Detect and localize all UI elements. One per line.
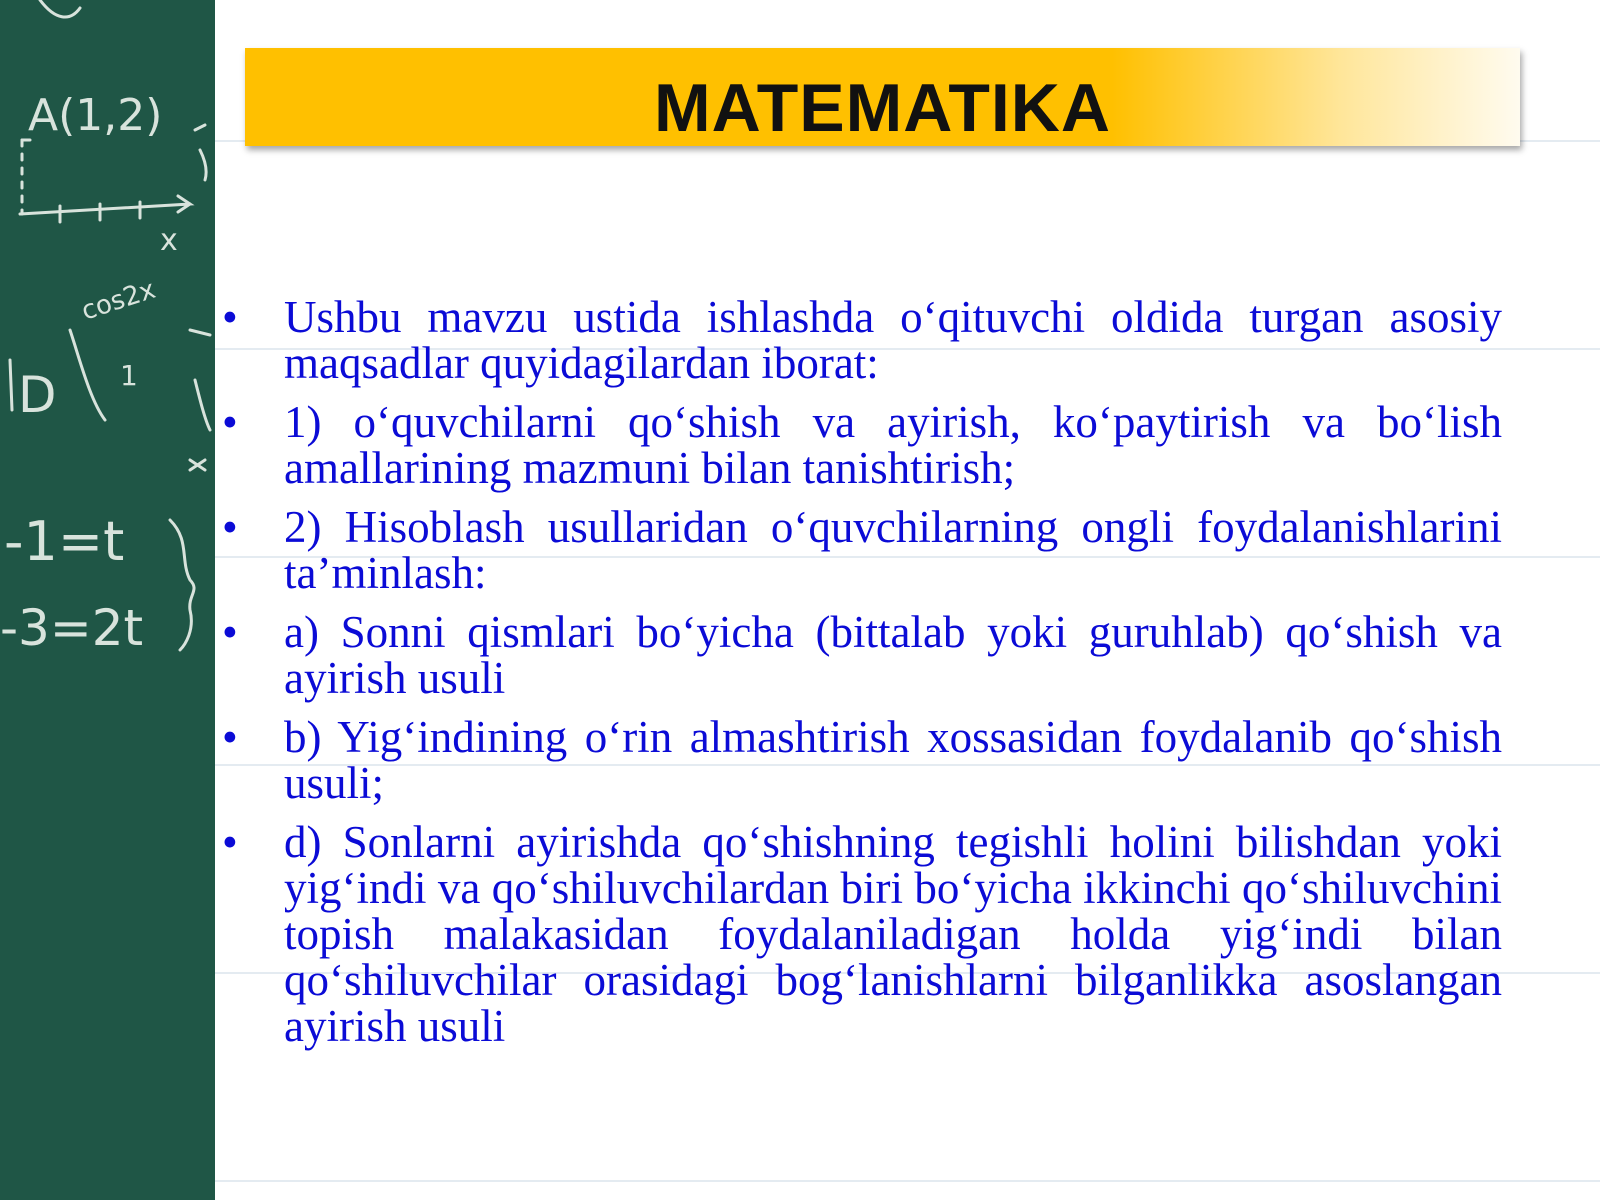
bullet-item (220, 294, 1502, 386)
chalk-equation-1: -1=t (4, 510, 125, 573)
chalk-fraction-letter: D (18, 366, 57, 424)
slide-title: MATEMATIKA (654, 70, 1111, 146)
bullet-dot-icon: • (222, 817, 238, 867)
bullet-item (220, 609, 1502, 701)
bullet-text: 1) o‘quvchilarni qo‘shish va ayirish, ko‘paytirish va bo‘lish amallarining mazmuni bilan tanishtirish; (284, 397, 1502, 493)
bullet-item (220, 819, 1502, 1049)
chalk-drawings (0, 0, 215, 1200)
ruled-line (215, 1180, 1600, 1182)
bullet-list (220, 294, 1502, 1062)
bullet-dot-icon: • (222, 397, 238, 447)
bullet-dot-icon: • (222, 607, 238, 657)
chalk-function-label: cos2x (77, 274, 160, 327)
bullet-item (220, 399, 1502, 491)
bullet-dot-icon: • (222, 502, 238, 552)
bullet-item (220, 714, 1502, 806)
chalk-equation-2: -3=2t (0, 599, 144, 657)
bullet-dot-icon: • (222, 292, 238, 342)
bullet-item (220, 504, 1502, 596)
bullet-text: d) Sonlarni ayirishda qo‘shishning tegishli holini bilishdan yoki yig‘indi va qo‘shiluvchilardan biri bo‘yicha ikkinchi qo‘shiluvchini topish malakasidan foydalaniladigan holda yig‘indi bilan qo‘shiluvchilar orasidagi bog‘lanishlarni bilganlikka asoslangan ayirish usuli (284, 817, 1502, 1051)
chalkboard-decoration (0, 0, 215, 1200)
bullet-text: a) Sonni qismlari bo‘yicha (bittalab yoki guruhlab) qo‘shish va ayirish usuli (284, 607, 1502, 703)
bullet-dot-icon: • (222, 712, 238, 762)
chalk-point-label: A(1,2) (28, 90, 163, 141)
bullet-text: 2) Hisoblash usullaridan o‘quvchilarning ongli foydalanishlarini ta’minlash: (284, 502, 1502, 598)
bullet-text: Ushbu mavzu ustida ishlashda o‘qituvchi oldida turgan asosiy maqsadlar quyidagilardan iborat: (284, 292, 1502, 388)
bullet-text: b) Yig‘indining o‘rin almashtirish xossasidan foydalanib qo‘shish usuli; (284, 712, 1502, 808)
chalk-fraction-number: 1 (120, 359, 138, 392)
title-banner (245, 48, 1520, 146)
chalk-axis-label: x (160, 223, 178, 258)
